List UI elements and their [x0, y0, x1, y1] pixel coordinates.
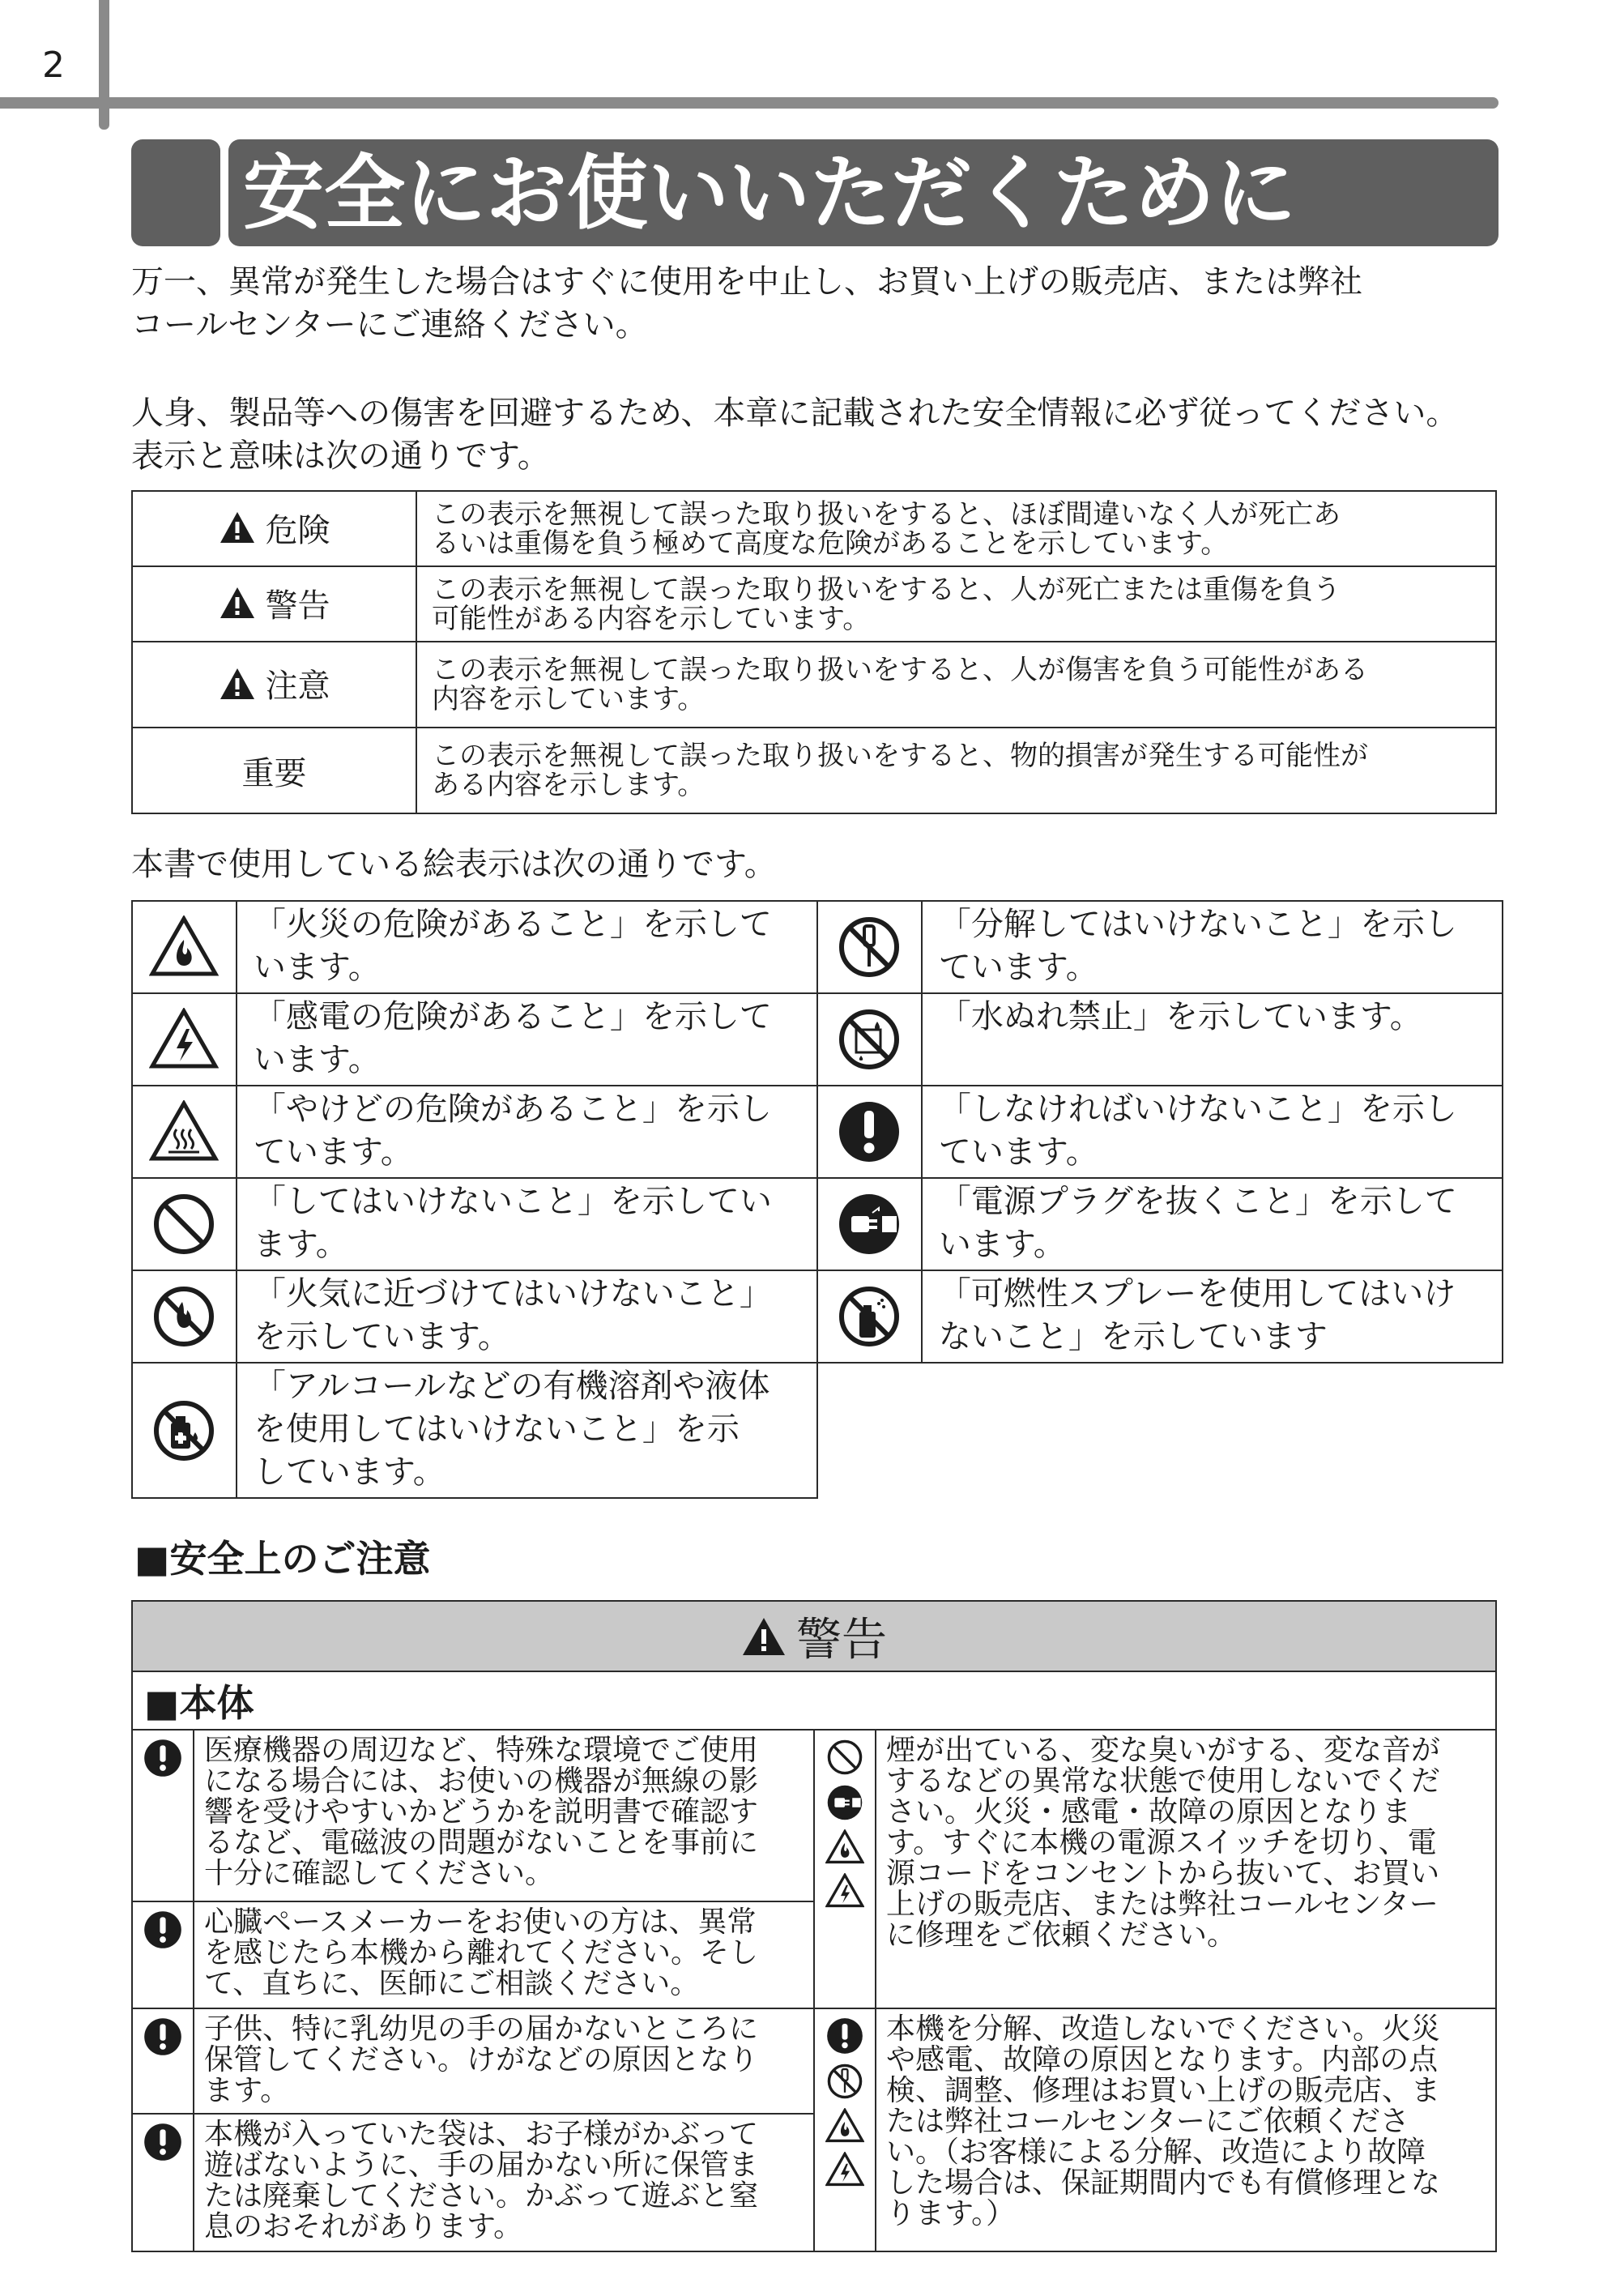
signal-word-label: 危険 — [265, 511, 330, 549]
text-line: 遊ばないように、手の届かない所に保管ま — [204, 2149, 759, 2182]
pictogram-cell — [817, 993, 922, 1086]
warning-triangle-icon — [219, 510, 256, 544]
description-line: この表示を無視して誤った取り扱いをすると、物的損害が発生する可能性が — [432, 740, 1368, 772]
pictogram-text — [237, 1086, 817, 1178]
warning-icon-cell — [132, 2008, 194, 2114]
text-line: さい。火災・感電・故障の原因となりま — [886, 1795, 1412, 1829]
signal-word-label: 注意 — [265, 668, 330, 706]
mandatory-exclamation-icon — [143, 1739, 182, 1777]
intro-line: 表示と意味は次の通りです。 — [131, 437, 550, 475]
pictogram-cell — [132, 1363, 237, 1498]
text-line: や感電、故障の原因となります。内部の点 — [886, 2043, 1439, 2076]
intro-line: 万一、異常が発生した場合はすぐに使用を中止し、お買い上げの販売店、または弊社 — [131, 263, 1362, 301]
text-line: 上げの販売店、または弊社コールセンター — [886, 1888, 1439, 1921]
text-line: 保管してください。けがなどの原因となり — [204, 2043, 759, 2076]
pictogram-text — [922, 1178, 1503, 1270]
pictogram-intro: 本書で使用している絵表示は次の通りです。 — [131, 846, 777, 883]
unplug-icon — [826, 1784, 863, 1821]
no-open-flame-icon — [151, 1284, 216, 1349]
text-line: るなど、電磁波の問題がないことを事前に — [204, 1826, 759, 1859]
electric-shock-icon — [825, 1873, 864, 1909]
text-line: するなどの異常な状態で使用しないでくだ — [886, 1765, 1441, 1798]
warning-icon-cell — [814, 1730, 876, 2008]
prohibition-icon — [151, 1192, 216, 1257]
signal-word-label: 重要 — [241, 754, 307, 792]
signal-word-cell — [132, 566, 416, 642]
text-line: います。 — [253, 1041, 381, 1078]
text-line: ています。 — [253, 1133, 413, 1171]
warning-text — [194, 1901, 814, 2008]
pictogram-cell — [132, 993, 237, 1086]
warning-text — [194, 2008, 814, 2114]
text-line: て、直ちに、医師にご相談ください。 — [204, 1967, 700, 2000]
text-line: しています。 — [253, 1453, 446, 1491]
table-row — [132, 1086, 1503, 1178]
prohibition-icon — [826, 1739, 863, 1776]
text-line: 「してはいけないこと」を示してい — [253, 1183, 772, 1220]
table-row — [132, 728, 1496, 813]
text-line: 医療機器の周辺など、特殊な環境でご使用 — [204, 1734, 759, 1767]
table-row — [132, 566, 1496, 642]
description-line: この表示を無視して誤った取り扱いをすると、人が死亡または重傷を負う — [432, 573, 1341, 606]
electric-shock-icon — [825, 2152, 864, 2187]
text-line: います。 — [253, 949, 381, 986]
intro-line: コールセンターにご連絡ください。 — [131, 306, 648, 344]
text-line: ています。 — [938, 949, 1098, 986]
header-horizontal-rule — [0, 97, 1498, 109]
text-line: 「分解してはいけないこと」を示し — [938, 906, 1457, 943]
text-line: 「しなければいけないこと」を示し — [938, 1090, 1457, 1128]
signal-word-description — [416, 728, 1496, 813]
warning-text — [876, 2008, 1496, 2251]
warning-text — [194, 1730, 814, 1901]
pictogram-text — [922, 901, 1503, 993]
text-line: を使用してはいけないこと」を示 — [253, 1410, 740, 1448]
text-line: 子供、特に乳幼児の手の届かないところに — [204, 2012, 759, 2046]
pictogram-text — [922, 1086, 1503, 1178]
pictogram-text — [237, 901, 817, 993]
no-water-icon — [837, 1007, 902, 1072]
no-spray-icon — [837, 1284, 902, 1349]
title-accent-block — [131, 139, 220, 246]
table-row — [132, 1178, 1503, 1270]
description-line: 内容を示しています。 — [432, 683, 706, 715]
warning-text — [194, 2114, 814, 2251]
mandatory-exclamation-icon — [143, 2123, 182, 2162]
table-row — [132, 1601, 1496, 1671]
table-row — [132, 993, 1503, 1086]
table-row — [132, 1270, 1503, 1363]
table-row — [132, 1363, 1503, 1498]
warning-header-label: 警告 — [796, 1613, 887, 1667]
pictogram-text — [922, 1270, 1503, 1363]
text-line: 「やけどの危険があること」を示し — [253, 1090, 772, 1128]
page-title: 安全にお使いいただくために — [243, 146, 1296, 241]
text-line: した場合は、保証期間内でも有償修理とな — [886, 2166, 1441, 2200]
signal-word-table — [131, 490, 1497, 814]
text-line: 「感電の危険があること」を示して — [253, 998, 772, 1035]
mandatory-exclamation-icon — [826, 2017, 863, 2055]
text-line: ます。 — [204, 2074, 290, 2107]
text-line: います。 — [938, 1226, 1066, 1263]
text-line: を感じたら本機から離れてください。そし — [204, 1936, 759, 1970]
text-line: ります。） — [886, 2197, 1016, 2230]
warning-icon-cell — [132, 1730, 194, 1901]
text-line: 本機を分解、改造しないでください。火災 — [886, 2012, 1441, 2046]
text-line: ています。 — [938, 1133, 1098, 1171]
text-line: になる場合には、お使いの機器が無線の影 — [204, 1765, 759, 1798]
pictogram-cell — [817, 1178, 922, 1270]
table-row — [132, 642, 1496, 728]
no-disassembly-icon — [837, 915, 902, 979]
warning-icon-cell — [132, 1901, 194, 2008]
warning-box — [131, 1600, 1497, 2252]
text-line: 源コードをコンセントから抜いて、お買い — [886, 1857, 1440, 1890]
unplug-icon — [837, 1192, 902, 1257]
hot-surface-icon — [149, 1100, 219, 1163]
text-line: 十分に確認してください。 — [204, 1857, 555, 1890]
text-line: ないこと」を示しています — [938, 1318, 1328, 1355]
no-solvent-icon — [151, 1398, 216, 1463]
section-heading: ■安全上のご注意 — [134, 1537, 431, 1581]
table-row — [132, 1671, 1496, 1730]
table-row — [132, 2008, 1496, 2114]
description-line: この表示を無視して誤った取り扱いをすると、人が傷害を負う可能性がある — [432, 654, 1368, 686]
warning-icon-cell — [132, 2114, 194, 2251]
pictogram-table — [131, 900, 1503, 1499]
text-line: 本機が入っていた袋は、お子様がかぶって — [204, 2118, 759, 2151]
warning-subheader: ■本体 — [132, 1671, 1496, 1730]
description-line: 可能性がある内容を示しています。 — [432, 602, 871, 635]
pictogram-cell — [817, 1086, 922, 1178]
pictogram-cell — [132, 1270, 237, 1363]
intro-line: 人身、製品等への傷害を回避するため、本章に記載された安全情報に必ず従ってください。 — [131, 395, 1459, 432]
text-line: ます。 — [253, 1226, 348, 1263]
mandatory-exclamation-icon — [143, 1910, 182, 1949]
no-disassembly-icon — [826, 2063, 863, 2100]
signal-word-description — [416, 566, 1496, 642]
text-line: 「火気に近づけてはいけないこと」 — [253, 1275, 772, 1312]
text-line: 息のおそれがあります。 — [204, 2210, 523, 2243]
table-row — [132, 1730, 1496, 1901]
warning-triangle-icon — [741, 1616, 787, 1657]
warning-text — [876, 1730, 1496, 2008]
text-line: い。（お客様による分解、改造により故障 — [886, 2136, 1426, 2169]
pictogram-cell — [817, 1270, 922, 1363]
text-line: す。すぐに本機の電源スイッチを切り、電 — [886, 1826, 1437, 1859]
text-line: 響を受けやすいかどうかを説明書で確認す — [204, 1795, 759, 1829]
pictogram-text — [237, 1363, 817, 1498]
warning-icon-cell — [814, 2008, 876, 2251]
description-line: この表示を無視して誤った取り扱いをすると、ほぼ間違いなく人が死亡あ — [432, 497, 1341, 531]
pictogram-text — [922, 993, 1503, 1086]
text-line: たは弊社コールセンターにご依頼くださ — [886, 2105, 1409, 2138]
warning-header — [132, 1601, 1496, 1671]
table-row — [132, 491, 1496, 566]
pictogram-cell — [132, 1178, 237, 1270]
signal-word-description — [416, 642, 1496, 728]
signal-word-cell — [132, 491, 416, 566]
pictogram-text — [237, 1178, 817, 1270]
text-line: を示しています。 — [253, 1318, 510, 1355]
header-vertical-rule — [99, 0, 109, 130]
signal-word-description — [416, 491, 1496, 566]
pictogram-cell — [132, 901, 237, 993]
pictogram-text — [237, 993, 817, 1086]
fire-hazard-icon — [825, 2108, 864, 2144]
mandatory-exclamation-icon — [837, 1099, 902, 1164]
text-line: 「可燃性スプレーを使用してはいけ — [938, 1275, 1456, 1312]
description-line: ある内容を示します。 — [432, 769, 706, 801]
fire-hazard-icon — [825, 1829, 864, 1865]
empty-cell — [817, 1363, 922, 1498]
text-line: 「水ぬれ禁止」を示しています。 — [938, 998, 1422, 1035]
signal-word-cell — [132, 728, 416, 813]
electric-shock-icon — [149, 1008, 219, 1071]
text-line: 「アルコールなどの有機溶剤や液体 — [253, 1368, 770, 1405]
text-line: たは廃棄してください。かぶって遊ぶと窒 — [204, 2179, 759, 2213]
fire-hazard-icon — [149, 915, 219, 979]
signal-word-label: 警告 — [265, 587, 330, 625]
signal-word-cell — [132, 642, 416, 728]
mandatory-exclamation-icon — [143, 2017, 182, 2056]
text-line: 煙が出ている、変な臭いがする、変な音が — [886, 1734, 1441, 1767]
text-line: 心臓ペースメーカーをお使いの方は、異常 — [204, 1906, 757, 1939]
pictogram-cell — [817, 901, 922, 993]
text-line: に修理をご依頼ください。 — [886, 1918, 1237, 1952]
text-line: 「火災の危険があること」を示して — [253, 906, 772, 943]
pictogram-cell — [132, 1086, 237, 1178]
empty-cell — [922, 1363, 1503, 1498]
page-number: 2 — [42, 45, 65, 86]
text-line: 検、調整、修理はお買い上げの販売店、ま — [886, 2074, 1441, 2107]
warning-triangle-icon — [219, 586, 256, 620]
description-line: るいは重傷を負う極めて高度な危険があることを示しています。 — [432, 527, 1229, 560]
text-line: 「電源プラグを抜くこと」を示して — [938, 1183, 1457, 1220]
pictogram-text — [237, 1270, 817, 1363]
warning-triangle-icon — [219, 667, 256, 701]
table-row — [132, 901, 1503, 993]
